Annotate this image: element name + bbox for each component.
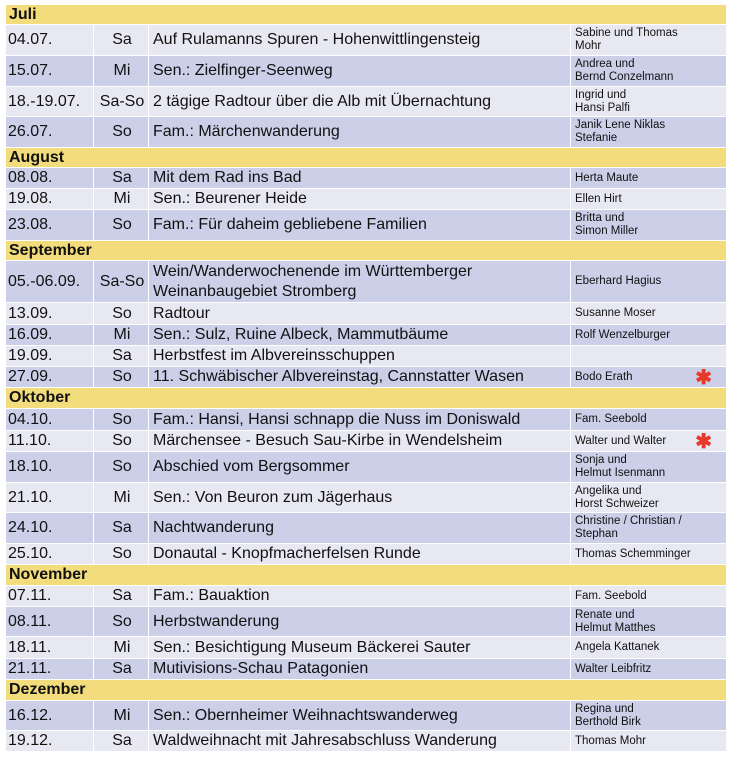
event-row <box>6 659 727 680</box>
event-leader <box>571 367 727 388</box>
asterisk-marker-icon: ✱ <box>695 431 712 452</box>
event-leader <box>571 701 727 731</box>
event-title <box>149 87 571 117</box>
event-leader-line: Walter Leibfritz <box>575 662 652 675</box>
event-title-line: Fam.: Bauaktion <box>153 587 270 604</box>
event-title <box>149 431 571 452</box>
event-title <box>149 261 571 303</box>
event-leader-line: Herta Maute <box>575 171 639 184</box>
asterisk-marker-icon: ✱ <box>695 367 712 388</box>
event-row <box>6 586 727 607</box>
event-date: 25.10. <box>6 544 94 565</box>
event-leader <box>571 87 727 117</box>
event-schedule-table <box>5 4 727 752</box>
event-title <box>149 25 571 56</box>
event-title-line: Weinanbaugebiet Stromberg <box>153 282 357 300</box>
event-title-line: Sen.: Obernheimer Weihnachtswanderweg <box>153 706 458 724</box>
event-row <box>6 637 727 659</box>
event-date: 16.09. <box>6 325 94 346</box>
event-date: 04.07. <box>6 25 94 56</box>
event-leader-line: Simon Miller <box>575 225 639 237</box>
event-leader <box>571 513 727 544</box>
event-title <box>149 513 571 544</box>
event-row <box>6 210 727 241</box>
event-weekday: Sa-So <box>94 87 149 117</box>
event-leader-line: Thomas Mohr <box>575 734 646 747</box>
event-weekday: Mi <box>94 701 149 731</box>
event-title <box>149 168 571 189</box>
event-leader <box>571 731 727 752</box>
event-title <box>149 325 571 346</box>
event-title <box>149 409 571 431</box>
event-title <box>149 607 571 637</box>
event-leader-line: Stefanie <box>575 132 618 144</box>
event-title-line: Mit dem Rad ins Bad <box>153 169 302 186</box>
event-date: 08.08. <box>6 168 94 189</box>
event-row <box>6 367 727 388</box>
event-date: 11.10. <box>6 431 94 452</box>
event-date: 24.10. <box>6 513 94 544</box>
month-header-row <box>6 565 727 586</box>
event-date: 16.12. <box>6 701 94 731</box>
event-leader <box>571 56 727 87</box>
event-leader-line: Susanne Moser <box>575 307 656 319</box>
event-leader <box>571 607 727 637</box>
event-row <box>6 87 727 117</box>
event-title-line: Fam.: Hansi, Hansi schnapp die Nuss im Doniswald <box>153 410 521 428</box>
event-row <box>6 117 727 148</box>
event-title-line: Abschied vom Bergsommer <box>153 458 350 475</box>
event-leader-line: Renate und <box>575 608 635 621</box>
event-title <box>149 367 571 388</box>
event-row <box>6 483 727 513</box>
event-leader <box>571 452 727 483</box>
event-title-line: 2 tägige Radtour über die Alb mit Übernachtung <box>153 92 491 110</box>
event-weekday: Mi <box>94 483 149 513</box>
event-row <box>6 701 727 731</box>
event-row <box>6 409 727 431</box>
event-leader <box>571 303 727 325</box>
event-title <box>149 637 571 659</box>
event-row <box>6 346 727 367</box>
event-title <box>149 303 571 325</box>
event-title-line: Waldweihnacht mit Jahresabschluss Wanderung <box>153 732 497 749</box>
event-leader <box>571 210 727 241</box>
event-weekday: So <box>94 367 149 388</box>
event-leader <box>571 431 727 452</box>
event-leader-line: Mohr <box>575 40 602 52</box>
event-title-line: Fam.: Märchenwanderung <box>153 123 340 140</box>
event-leader-line: Hansi Palfi <box>575 101 630 114</box>
event-leader-line: Eberhard Hagius <box>575 275 662 287</box>
event-leader-line: Ingrid und <box>575 88 627 101</box>
event-title-line: Auf Rulamanns Spuren - Hohenwittlingensteig <box>153 31 481 48</box>
event-leader-line: Britta und <box>575 212 625 224</box>
event-row <box>6 303 727 325</box>
event-title <box>149 659 571 680</box>
month-header-row <box>6 148 727 168</box>
event-title-line: Sen.: Sulz, Ruine Albeck, Mammutbäume <box>153 326 449 343</box>
event-title-line: Herbstwanderung <box>153 612 280 630</box>
event-title-line: Sen.: Von Beuron zum Jägerhaus <box>153 488 393 506</box>
event-title-line: Radtour <box>153 304 210 322</box>
event-weekday: Mi <box>94 637 149 659</box>
event-date: 23.08. <box>6 210 94 241</box>
event-date: 19.09. <box>6 346 94 367</box>
event-weekday: Sa <box>94 513 149 544</box>
month-header-row <box>6 241 727 261</box>
month-header-row <box>6 5 727 25</box>
event-title <box>149 189 571 210</box>
event-row <box>6 25 727 56</box>
event-leader <box>571 659 727 680</box>
event-title <box>149 117 571 148</box>
event-title-line: Märchensee - Besuch Sau-Kirbe in Wendelsheim <box>153 432 503 449</box>
event-leader <box>571 261 727 303</box>
event-weekday: Sa-So <box>94 261 149 303</box>
event-leader-line: Angelika und <box>575 484 642 497</box>
event-title-line: Sen.: Besichtigung Museum Bäckerei Sauter <box>153 638 471 656</box>
event-leader-line: Fam. Seebold <box>575 589 647 602</box>
month-name: November <box>6 565 727 586</box>
event-weekday: So <box>94 303 149 325</box>
event-row <box>6 261 727 303</box>
event-title <box>149 544 571 565</box>
event-leader <box>571 483 727 513</box>
event-row <box>6 431 727 452</box>
event-leader-line: Helmut Isenmann <box>575 467 666 479</box>
event-title-line: Nachtwanderung <box>153 519 274 536</box>
event-row <box>6 544 727 565</box>
event-leader <box>571 346 727 367</box>
event-leader-line: Regina und <box>575 702 634 715</box>
event-leader-line: Stephan <box>575 528 618 540</box>
event-title-line: Sen.: Beurener Heide <box>153 190 307 207</box>
event-title <box>149 586 571 607</box>
event-title-line: Herbstfest im Albvereinsschuppen <box>153 347 395 364</box>
event-weekday: So <box>94 117 149 148</box>
event-date: 26.07. <box>6 117 94 148</box>
event-title-line: Mutivisions-Schau Patagonien <box>153 660 369 677</box>
event-row <box>6 452 727 483</box>
event-row <box>6 189 727 210</box>
event-leader-line: Ellen Hirt <box>575 192 622 205</box>
event-title <box>149 346 571 367</box>
event-date: 18.11. <box>6 637 94 659</box>
event-weekday: Sa <box>94 25 149 56</box>
event-title <box>149 452 571 483</box>
event-title-line: Sen.: Zielfinger-Seenweg <box>153 62 333 79</box>
event-leader-line: Sabine und Thomas <box>575 27 678 39</box>
event-row <box>6 731 727 752</box>
event-date: 13.09. <box>6 303 94 325</box>
event-weekday: Sa <box>94 346 149 367</box>
event-leader <box>571 544 727 565</box>
event-leader <box>571 637 727 659</box>
event-title-line: Wein/Wanderwochenende im Württemberger <box>153 262 473 280</box>
event-leader-line: Rolf Wenzelburger <box>575 328 671 341</box>
event-leader-line: Berthold Birk <box>575 715 641 728</box>
event-weekday: Mi <box>94 325 149 346</box>
event-row <box>6 607 727 637</box>
event-date: 08.11. <box>6 607 94 637</box>
event-leader <box>571 25 727 56</box>
event-title <box>149 731 571 752</box>
month-name: September <box>6 241 727 261</box>
event-leader-line: Horst Schweizer <box>575 497 659 510</box>
event-leader-line: Bernd Conzelmann <box>575 71 674 83</box>
event-date: 21.11. <box>6 659 94 680</box>
event-leader-line: Walter und Walter <box>575 434 667 447</box>
schedule-body <box>6 5 727 752</box>
event-leader-line: Thomas Schemminger <box>575 547 691 560</box>
event-date: 15.07. <box>6 56 94 87</box>
event-leader-line: Janik Lene Niklas <box>575 119 666 131</box>
event-title-line: 11. Schwäbischer Albvereinstag, Cannstatter Wasen <box>153 368 524 385</box>
event-weekday: So <box>94 452 149 483</box>
month-header-row <box>6 680 727 701</box>
event-date: 18.-19.07. <box>6 87 94 117</box>
event-weekday: Sa <box>94 586 149 607</box>
event-row <box>6 513 727 544</box>
event-row <box>6 325 727 346</box>
event-title <box>149 701 571 731</box>
event-weekday: Mi <box>94 56 149 87</box>
event-weekday: So <box>94 607 149 637</box>
month-name: August <box>6 148 727 168</box>
event-date: 27.09. <box>6 367 94 388</box>
event-weekday: So <box>94 210 149 241</box>
event-leader <box>571 409 727 431</box>
month-name: Dezember <box>6 680 727 701</box>
month-name: Juli <box>6 5 727 25</box>
event-weekday: So <box>94 431 149 452</box>
event-date: 04.10. <box>6 409 94 431</box>
event-weekday: So <box>94 409 149 431</box>
event-leader-line: Angela Kattanek <box>575 641 660 653</box>
event-date: 18.10. <box>6 452 94 483</box>
event-weekday: Sa <box>94 168 149 189</box>
event-date: 19.08. <box>6 189 94 210</box>
event-title-line: Fam.: Für daheim gebliebene Familien <box>153 216 427 233</box>
event-leader-line: Bodo Erath <box>575 370 633 383</box>
event-leader-line: Sonja und <box>575 454 627 466</box>
event-leader-line: Helmut Matthes <box>575 621 656 634</box>
event-weekday: So <box>94 544 149 565</box>
event-leader-line: Christine / Christian / <box>575 515 682 527</box>
event-title-line: Donautal - Knopfmacherfelsen Runde <box>153 545 421 562</box>
event-weekday: Mi <box>94 189 149 210</box>
event-row <box>6 56 727 87</box>
event-row <box>6 168 727 189</box>
event-weekday: Sa <box>94 731 149 752</box>
event-date: 21.10. <box>6 483 94 513</box>
event-title <box>149 56 571 87</box>
event-title <box>149 210 571 241</box>
month-name: Oktober <box>6 388 727 409</box>
event-leader <box>571 117 727 148</box>
event-title <box>149 483 571 513</box>
event-leader <box>571 189 727 210</box>
event-leader <box>571 325 727 346</box>
event-leader-line: Fam. Seebold <box>575 413 647 425</box>
event-leader <box>571 586 727 607</box>
event-weekday: Sa <box>94 659 149 680</box>
month-header-row <box>6 388 727 409</box>
event-date: 19.12. <box>6 731 94 752</box>
event-date: 07.11. <box>6 586 94 607</box>
event-leader-line: Andrea und <box>575 58 635 70</box>
event-leader <box>571 168 727 189</box>
event-date: 05.-06.09. <box>6 261 94 303</box>
